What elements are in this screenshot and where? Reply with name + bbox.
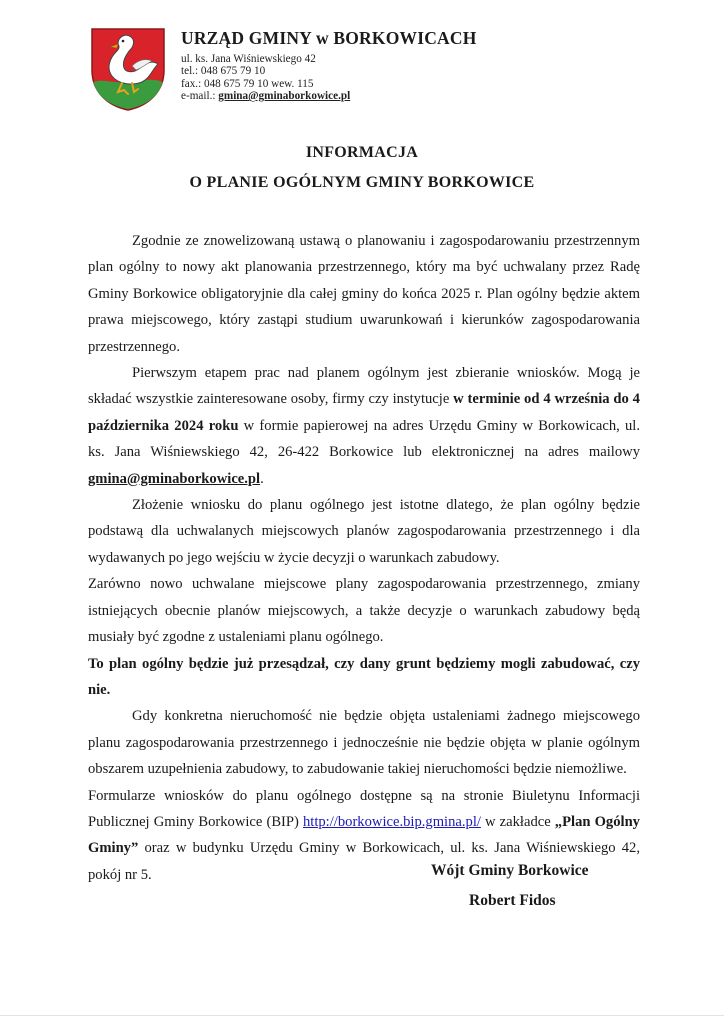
- document-title: INFORMACJA: [305, 144, 419, 161]
- email-link[interactable]: gmina@gminaborkowice.pl: [88, 470, 261, 487]
- office-phone: tel.: 048 675 79 10: [181, 65, 266, 78]
- letterhead: [181, 28, 601, 103]
- paragraph-2: Pierwszym etapem prac nad planem ogólnym jest zbieranie wniosków. Mogą je składać wszystkie zainteresowane osoby, firmy czy instytucje w terminie od 4 września do 4 października 2024 roku w formie papierowej na adres Urzędu Gminy w Borkowicach, ul. ks. Jana Wiśniewskiego 42, 26-422 Borkowice lub elektronicznej na adres mailowy gmina@gminaborkowice.pl.: [88, 365, 640, 487]
- paragraph-6: Gdy konkretna nieruchomość nie będzie objęta ustaleniami żadnego miejscowego planu zagospodarowania przestrzennego i jednocześnie nie będzie objęta w planie ogólnym obszarem uzupełnienia zabudowy, to zabudowanie takiej nieruchomości będzie niemożliwe.: [88, 708, 640, 778]
- page-bottom-rule: [0, 1015, 724, 1016]
- paragraph-5: To plan ogólny będzie już przesądzał, czy dany grunt będziemy mogli zabudować, czy nie.: [88, 655, 640, 698]
- document-subtitle: O PLANIE OGÓLNYM GMINY BORKOWICE: [189, 174, 535, 191]
- office-email-link[interactable]: gmina@gminaborkowice.pl: [218, 90, 351, 103]
- bip-link[interactable]: http://borkowice.bip.gmina.pl/: [302, 813, 481, 830]
- signature-name: Robert Fidos: [469, 892, 556, 909]
- paragraph-3: Złożenie wniosku do planu ogólnego jest istotne dlatego, że plan ogólny będzie podstawą dla uchwalanych miejscowych planów zagospodarowania przestrzennego i dla wydawanych po jego wejściu w życie decyzji o warunkach zabudowy.: [88, 497, 640, 566]
- paragraph-4: Zarówno nowo uchwalane miejscowe plany zagospodarowania przestrzennego, zmiany istniejących obecnie planów miejscowych, a także decyzje o warunkach zabudowy będą musiały być zgodne z ustaleniami planu ogólnego.: [88, 576, 640, 646]
- office-fax: fax.: 048 675 79 10 wew. 115: [181, 77, 314, 90]
- signature-role: Wójt Gminy Borkowice: [431, 862, 589, 879]
- office-address: ul. ks. Jana Wiśniewskiego 42: [181, 53, 316, 65]
- deadline-text: w terminie od 4 września do 4 października 2024 roku: [88, 391, 640, 434]
- office-name: URZĄD GMINY w BORKOWICACH: [181, 28, 477, 48]
- document-body: [88, 228, 640, 888]
- tab-name-text: „Plan Ogólny Gminy”: [88, 813, 640, 857]
- swan-coat-of-arms-icon: [88, 26, 168, 112]
- paragraph-7: Formularze wniosków do planu ogólnego dostępne są na stronie Biuletynu Informacji Publicznej Gminy Borkowice (BIP) http://borkowice.bip.gmina.pl/ w zakładce „Plan Ogólny Gminy” oraz w budynku Urzędu Gminy w Borkowicach, ul. ks. Jana Wiśniewskiego 42, pokój nr 5.: [88, 787, 640, 883]
- paragraph-1: Zgodnie ze znowelizowaną ustawą o planowaniu i zagospodarowaniu przestrzennym plan ogólny to nowy akt planowania przestrzennego, który ma być uchwalany przez Radę Gminy Borkowice obligatoryjnie dla całej gminy do końca 2025 r. Plan ogólny będzie aktem prawa miejscowego, który zastąpi studium uwarunkowań i kierunków zagospodarowania przestrzennego.: [88, 233, 640, 355]
- office-email-line: e-mail.: gmina@gminaborkowice.pl: [181, 90, 351, 103]
